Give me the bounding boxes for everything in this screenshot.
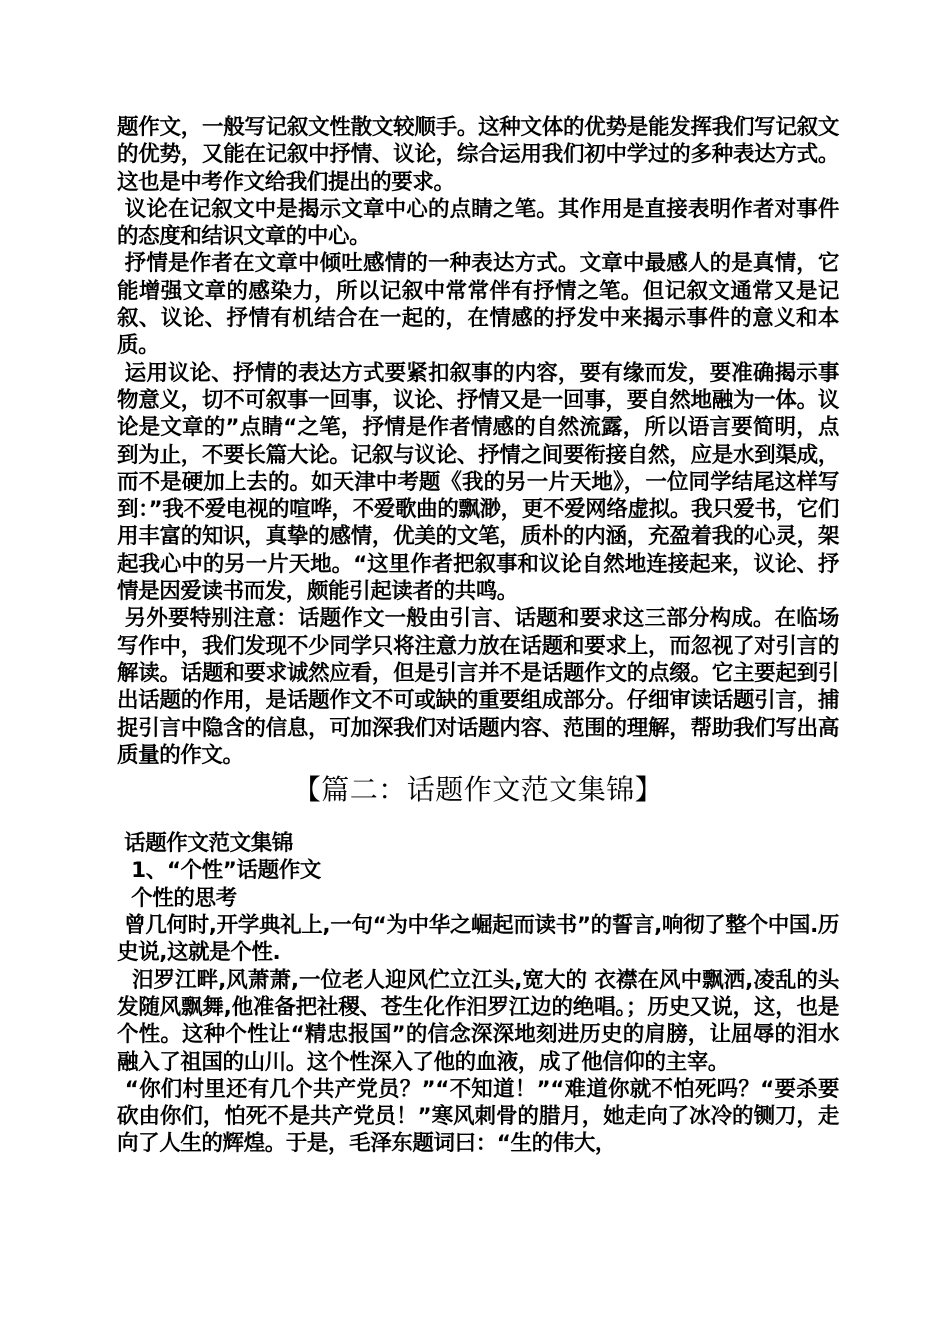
paragraph: 题作文，一般写记叙文性散文较顺手。这种文体的优势是能发挥我们写记叙文的优势，又能在记叙中抒情、议论，综合运用我们初中学过的多种表达方式。这也是中考作文给我们提出的要求。 [117, 115, 839, 195]
article-collection-title: 话题作文范文集锦 [117, 831, 293, 857]
section-heading: 【篇二：话题作文范文集锦】 [292, 773, 664, 807]
article-subtitle: 1、“个性”话题作文 [117, 858, 321, 884]
document-page [117, 114, 839, 1158]
paragraph: 曾几何时,开学典礼上,一句“为中华之崛起而读书”的誓言,响彻了整个中国.历史说,这就是个性. [117, 913, 839, 966]
article-title: 个性的思考 [117, 885, 237, 911]
paragraph: 抒情是作者在文章中倾吐感情的一种表达方式。文章中最感人的是真情，它能增强文章的感染力，所以记叙中常常伴有抒情之笔。但记叙文通常又是记叙、议论、抒情有机结合在一起的，在情感的抒发中来揭示事件的意义和本质。 [117, 251, 839, 359]
paragraph: 汨罗江畔,风萧萧,一位老人迎风伫立江头,宽大的 衣襟在风中飘洒,凌乱的头发随风飘舞,他准备把社稷、苍生化作汨罗江边的绝唱。；历史又说，这，也是个性。这种个性让“精忠报国”的信念深深地刻进历史的肩膀，让屈辱的泪水融入了祖国的山川。这个性深入了他的血液，成了他信仰的主宰。 [117, 967, 839, 1075]
body-text-bottom [117, 830, 839, 1158]
body-text-top [117, 114, 839, 769]
paragraph: 另外要特别注意：话题作文一般由引言、话题和要求这三部分构成。在临场写作中，我们发现不少同学只将注意力放在话题和要求上，而忽视了对引言的解读。话题和要求诚然应看，但是引言并不是话题作文的点缀。它主要起到引出话题的作用，是话题作文不可或缺的重要组成部分。仔细审读话题引言，捕捉引言中隐含的信息，可加深我们对话题内容、范围的理解，帮助我们写出高质量的作文。 [117, 606, 839, 768]
paragraph: “你们村里还有几个共产党员？”“不知道！”“难道你就不怕死吗？“要杀要砍由你们，怕死不是共产党员！”寒风刺骨的腊月，她走向了冰冷的铡刀，走向了人生的辉煌。于是，毛泽东题词曰：“生的伟大， [117, 1076, 839, 1157]
paragraph: 运用议论、抒情的表达方式要紧扣叙事的内容，要有缘而发，要准确揭示事物意义，切不可叙事一回事，议论、抒情又是一回事，要自然地融为一体。议论是文章的”点睛“之笔，抒情是作者情感的自然流露，所以语言要简明，点到为止，不要长篇大论。记叙与议论、抒情之间要衔接自然，应是水到渠成，而不是硬加上去的。如天津中考题《我的另一片天地》，一位同学结尾这样写到：”我不爱电视的喧哗，不爱歌曲的飘渺，更不爱网络虚拟。我只爱书，它们用丰富的知识，真挚的感情，优美的文笔，质朴的内涵，充盈着我的心灵，架起我心中的另一片天地。“这里作者把叙事和议论自然地连接起来，议论、抒情是因爱读书而发，颇能引起读者的共鸣。 [117, 360, 839, 605]
paragraph: 议论在记叙文中是揭示文章中心的点睛之笔。其作用是直接表明作者对事件的态度和结识文章的中心。 [117, 196, 839, 250]
